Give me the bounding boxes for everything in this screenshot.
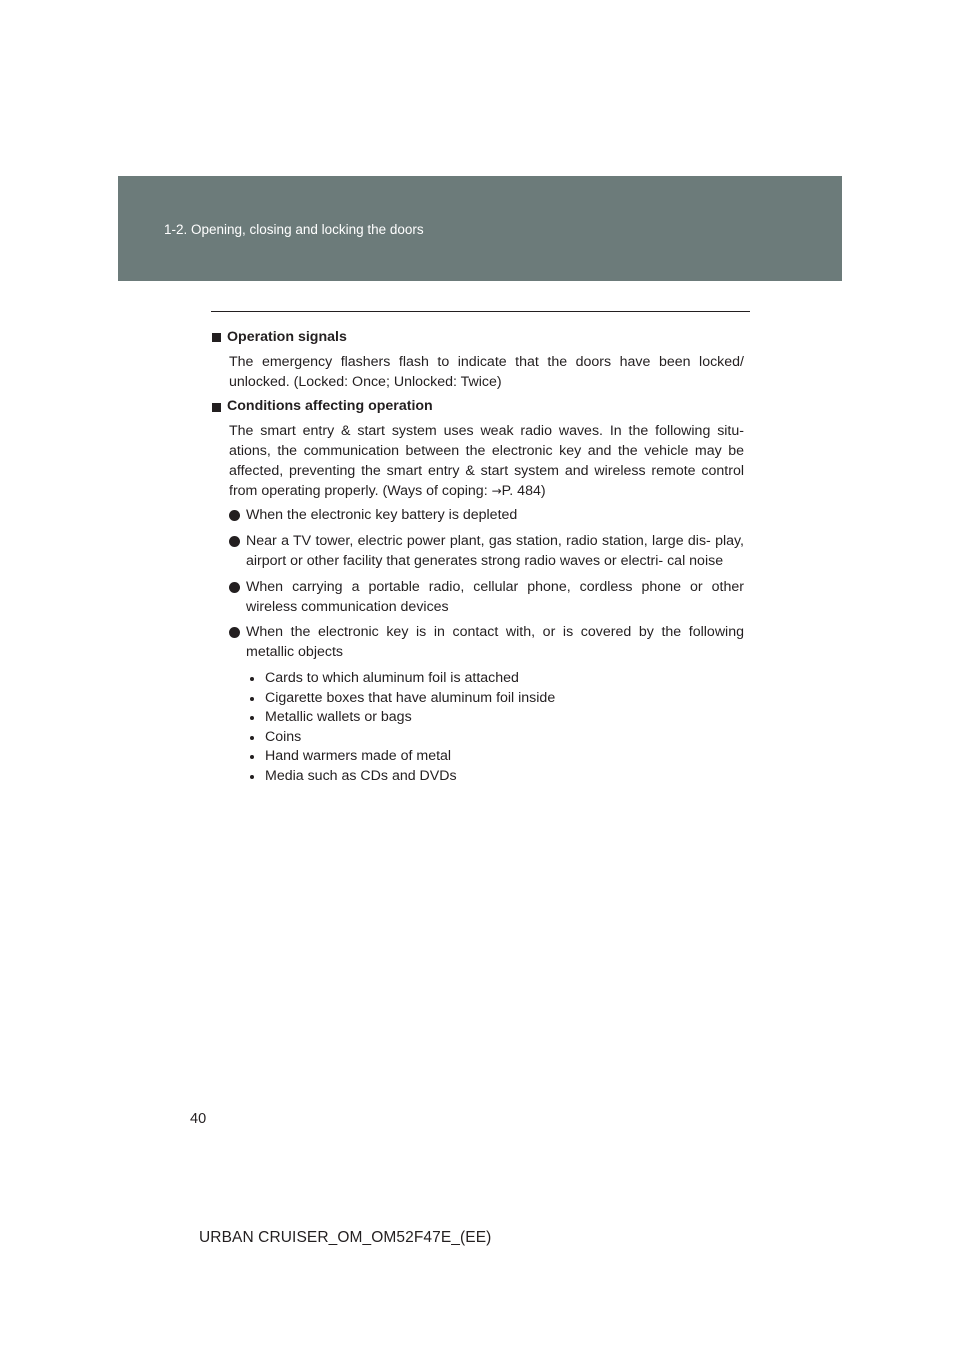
sub-list-item-text: Coins (265, 728, 302, 745)
sub-list-item (246, 767, 744, 787)
sub-list-item (246, 689, 744, 709)
sub-list-item-text: Cards to which aluminum foil is attached (265, 669, 519, 686)
sub-list-item (246, 708, 744, 728)
conditions-paragraph (229, 422, 744, 501)
list-item-text: When the electronic key is in contact with, or is covered by the following metallic objects (246, 624, 744, 661)
dot-bullet-icon (250, 736, 254, 740)
sub-list-item (246, 669, 744, 689)
list-item-text: When the electronic key battery is depleted (246, 507, 518, 524)
sub-list-item (246, 728, 744, 748)
sub-list-item-text: Metallic wallets or bags (265, 709, 412, 726)
conditions-text: The smart entry & start system uses weak radio waves. In the following situ- ations, the communication between the electronic key and the vehicle may be affected, preventing the smart entry & start system and wireless remote control from operating properly. (Ways of coping: (229, 423, 744, 499)
list-item (229, 578, 744, 618)
page-reference-link[interactable]: P. 484) (501, 482, 546, 499)
section-title: 1-2. Opening, closing and locking the doors (164, 222, 424, 237)
circle-bullet-icon (229, 627, 240, 638)
dot-bullet-icon (250, 775, 254, 779)
dot-bullet-icon (250, 677, 254, 681)
list-item-text: When carrying a portable radio, cellular phone, cordless phone or other wireless communication devices (246, 578, 744, 615)
operation-signals-paragraph: The emergency flashers flash to indicate that the doors have been locked/ unlocked. (Locked: Once; Unlocked: Twice) (229, 353, 744, 390)
divider-rule (211, 311, 750, 312)
square-bullet-icon (212, 333, 221, 342)
circle-bullet-icon (229, 536, 240, 547)
list-item-text: Near a TV tower, electric power plant, gas station, radio station, large dis- play, airport or other facility that generates strong radio waves or electri- cal noise (246, 533, 744, 569)
sub-list-item-text: Hand warmers made of metal (265, 748, 452, 765)
dot-bullet-icon (250, 716, 254, 720)
main-content (212, 328, 744, 787)
heading-text: Conditions affecting operation (227, 398, 433, 415)
metallic-objects-list (246, 669, 744, 787)
circle-bullet-icon (229, 510, 240, 521)
section-heading-operation-signals (212, 328, 744, 348)
list-item (229, 623, 744, 663)
reference-arrow-icon: → (491, 483, 502, 498)
page-number: 40 (190, 1111, 207, 1127)
sub-list-item (246, 747, 744, 767)
sub-list-item-text: Cigarette boxes that have aluminum foil inside (265, 689, 556, 706)
square-bullet-icon (212, 403, 221, 412)
sub-list-item-text: Media such as CDs and DVDs (265, 767, 457, 784)
circle-bullet-icon (229, 582, 240, 593)
list-item (229, 506, 744, 526)
heading-text: Operation signals (227, 329, 347, 345)
dot-bullet-icon (250, 697, 254, 701)
section-header-band (118, 176, 842, 281)
list-item (229, 532, 744, 572)
dot-bullet-icon (250, 755, 254, 759)
section-heading-conditions (212, 397, 744, 417)
document-code: URBAN CRUISER_OM_OM52F47E_(EE) (199, 1229, 492, 1246)
